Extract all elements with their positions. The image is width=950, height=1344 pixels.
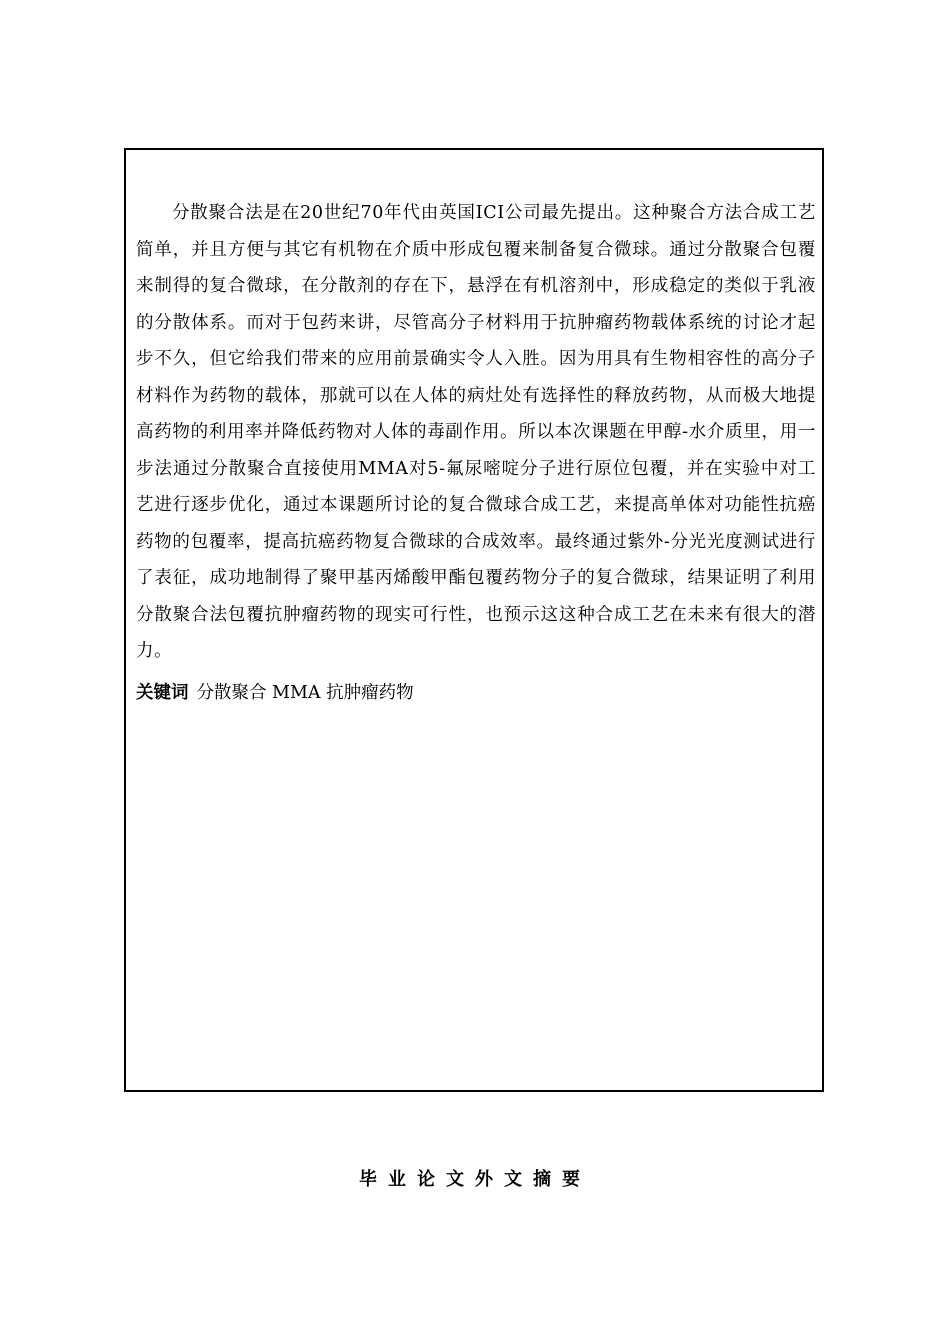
abstract-box (124, 148, 824, 1092)
abstract-body (136, 195, 816, 670)
keywords-value: 分散聚合 MMA 抗肿瘤药物 (196, 683, 414, 703)
section-title: 毕业论文外文摘要 (359, 1169, 591, 1190)
keywords-line (136, 680, 414, 706)
keywords-label: 关键词 (136, 683, 189, 703)
abstract-paragraph: 分散聚合法是在20世纪70年代由英国ICI公司最先提出。这种聚合方法合成工艺简单，并且方便与其它有机物在介质中形成包覆来制备复合微球。通过分散聚合包覆来制得的复合微球，在分散剂的存在下，悬浮在有机溶剂中，形成稳定的类似于乳液的分散体系。而对于包药来讲，尽管高分子材料用于抗肿瘤药物载体系统的讨论才起步不久，但它给我们带来的应用前景确实令人入胜。因为用具有生物相容性的高分子材料作为药物的载体，那就可以在人体的病灶处有选择性的释放药物，从而极大地提高药物的利用率并降低药物对人体的毒副作用。所以本次课题在甲醇-水介质里，用一步法通过分散聚合直接使用MMA对5-氟尿嘧啶分子进行原位包覆，并在实验中对工艺进行逐步优化，通过本课题所讨论的复合微球合成工艺，来提高单体对功能性抗癌药物的包覆率，提高抗癌药物复合微球的合成效率。最终通过紫外-分光光度测试进行了表征，成功地制得了聚甲基丙烯酸甲酯包覆药物分子的复合微球，结果证明了利用分散聚合法包覆抗肿瘤药物的现实可行性，也预示这这种合成工艺在未来有很大的潜力。 (136, 203, 816, 661)
